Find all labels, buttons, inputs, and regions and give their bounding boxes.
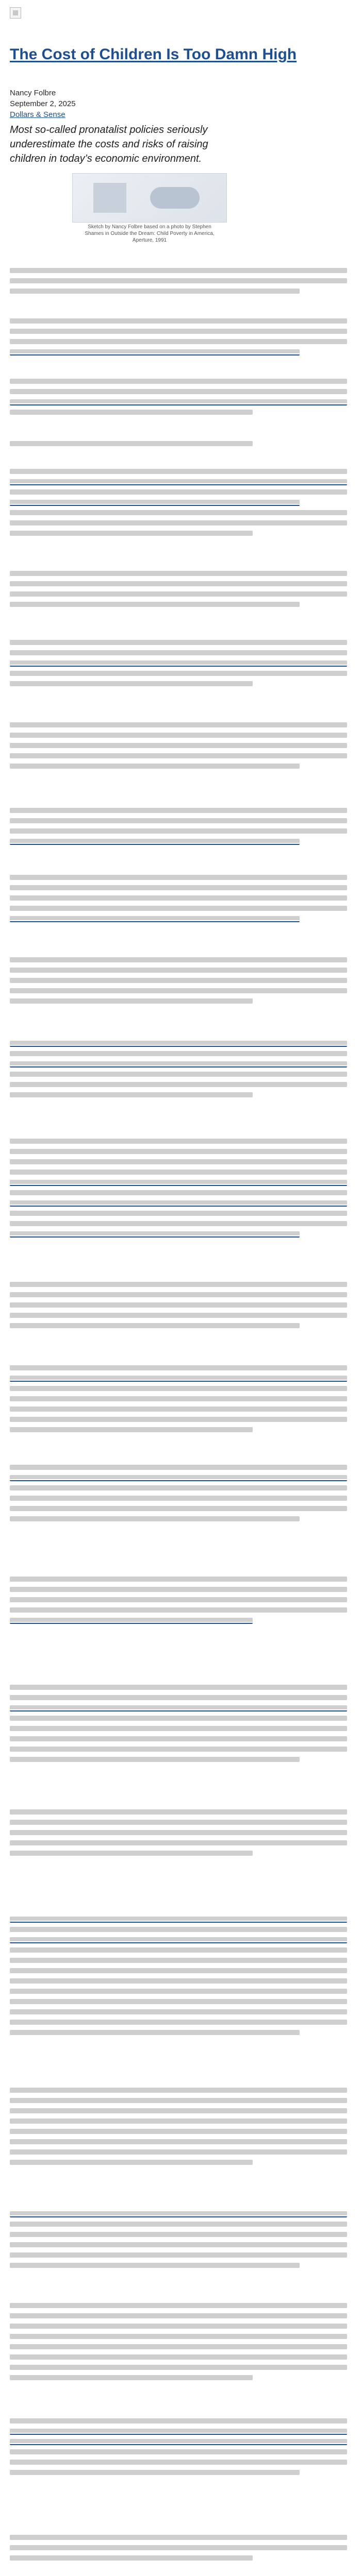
linked-text-line[interactable] xyxy=(10,1618,253,1624)
body-text-line xyxy=(10,1947,347,1953)
linked-text-line[interactable] xyxy=(10,1061,347,1067)
body-text-line xyxy=(10,339,347,344)
linked-text-line[interactable] xyxy=(10,1200,347,1207)
body-text-line xyxy=(10,1211,347,1216)
linked-text-line[interactable] xyxy=(10,2211,347,2217)
body-text-line xyxy=(10,1323,300,1328)
author-name: Nancy Folbre xyxy=(10,89,56,97)
body-text-line xyxy=(10,318,347,324)
article-illustration xyxy=(72,173,227,223)
body-text-line xyxy=(10,733,347,738)
linked-text-line[interactable] xyxy=(10,479,347,485)
linked-text-line[interactable] xyxy=(10,1376,347,1382)
body-text-line xyxy=(10,2313,347,2318)
body-text-line xyxy=(10,1989,347,1994)
body-text-line xyxy=(10,895,347,901)
logo-mark-icon xyxy=(13,10,18,15)
linked-text-line[interactable] xyxy=(10,1041,347,1047)
linked-text-line[interactable] xyxy=(10,500,300,506)
body-text-line xyxy=(10,743,347,748)
article-meta xyxy=(10,88,226,120)
publisher-link[interactable]: Dollars & Sense xyxy=(10,110,65,119)
body-text-line xyxy=(10,1221,347,1226)
body-text-line xyxy=(10,441,253,446)
linked-text-line[interactable] xyxy=(10,916,300,922)
article-paragraph-placeholder xyxy=(10,2303,347,2385)
body-text-line xyxy=(10,531,253,536)
body-text-line xyxy=(10,1840,347,1845)
body-text-line xyxy=(10,1736,347,1741)
body-text-line xyxy=(10,289,300,294)
body-text-line xyxy=(10,520,347,526)
body-text-line xyxy=(10,1716,347,1721)
body-text-line xyxy=(10,2418,347,2424)
body-text-line xyxy=(10,1516,300,1521)
body-text-line xyxy=(10,1427,253,1432)
body-text-line xyxy=(10,1726,347,1731)
body-text-line xyxy=(10,1577,347,1582)
body-text-line xyxy=(10,1695,347,1700)
body-text-line xyxy=(10,818,347,823)
body-text-line xyxy=(10,2232,347,2237)
body-text-line xyxy=(10,1190,347,1195)
body-text-line xyxy=(10,998,253,1004)
body-text-line xyxy=(10,681,253,686)
article-paragraph-placeholder xyxy=(10,571,347,612)
body-text-line xyxy=(10,828,347,834)
body-text-line xyxy=(10,2324,347,2329)
body-text-line xyxy=(10,2108,347,2113)
body-text-line xyxy=(10,722,347,727)
linked-text-line[interactable] xyxy=(10,1475,347,1481)
body-text-line xyxy=(10,2375,253,2380)
body-text-line xyxy=(10,1302,347,1308)
body-text-line xyxy=(10,1958,347,1963)
body-text-line xyxy=(10,1978,347,1984)
body-text-line xyxy=(10,379,347,384)
body-text-line xyxy=(10,2303,347,2308)
body-text-line xyxy=(10,2263,300,2268)
body-text-line xyxy=(10,2009,347,2014)
body-text-line xyxy=(10,1170,347,1175)
body-text-line xyxy=(10,2088,347,2093)
linked-text-line[interactable] xyxy=(10,1937,347,1943)
body-text-line xyxy=(10,2119,347,2124)
body-text-line xyxy=(10,2535,347,2540)
article-paragraph-placeholder xyxy=(10,2211,347,2273)
body-text-line xyxy=(10,1968,347,1973)
linked-text-line[interactable] xyxy=(10,839,300,845)
body-text-line xyxy=(10,1072,347,1077)
body-text-line xyxy=(10,2149,347,2155)
body-text-line xyxy=(10,2545,347,2550)
article-paragraph-placeholder xyxy=(10,268,347,299)
linked-text-line[interactable] xyxy=(10,1917,347,1923)
body-text-line xyxy=(10,1851,253,1856)
body-text-line xyxy=(10,2365,347,2370)
body-text-line xyxy=(10,510,347,515)
body-text-line xyxy=(10,602,300,607)
body-text-line xyxy=(10,885,347,890)
body-text-line xyxy=(10,764,300,769)
body-text-line xyxy=(10,1159,347,1164)
article-paragraph-placeholder xyxy=(10,2418,347,2480)
linked-text-line[interactable] xyxy=(10,1705,347,1711)
body-text-line xyxy=(10,1051,347,1056)
body-text-line xyxy=(10,389,347,394)
linked-text-line[interactable] xyxy=(10,1180,347,1186)
body-text-line xyxy=(10,1820,347,1825)
body-text-line xyxy=(10,581,347,586)
body-text-line xyxy=(10,2252,347,2258)
body-text-line xyxy=(10,2242,347,2247)
illustration-caption: Sketch by Nancy Folbre based on a photo by Stephen Shames in Outside the Dream: Child Poverty in America, Aperture, 1991 xyxy=(85,224,215,243)
article-paragraph-placeholder xyxy=(10,2535,347,2566)
body-text-line xyxy=(10,1082,347,1087)
article-paragraph-placeholder xyxy=(10,318,347,360)
body-text-line xyxy=(10,1587,347,1592)
body-text-line xyxy=(10,1139,347,1144)
body-text-line xyxy=(10,808,347,813)
body-text-line xyxy=(10,410,253,415)
body-text-line xyxy=(10,1417,347,1422)
article-paragraph-placeholder xyxy=(10,1041,347,1103)
body-text-line xyxy=(10,1809,347,1815)
body-text-line xyxy=(10,906,347,911)
body-text-line xyxy=(10,2030,300,2035)
body-text-line xyxy=(10,591,347,597)
article-paragraph-placeholder xyxy=(10,1917,347,2040)
article-dek: Most so-called pronatalist policies seriously underestimate the costs and risks of raising children in today’s economic environment. xyxy=(10,124,208,164)
article-paragraph-placeholder xyxy=(10,441,347,451)
body-text-line xyxy=(10,2334,347,2339)
linked-text-line[interactable] xyxy=(10,2439,347,2445)
body-text-line xyxy=(10,1685,347,1690)
article-paragraph-placeholder xyxy=(10,379,347,420)
body-text-line xyxy=(10,2222,347,2227)
body-text-line xyxy=(10,2160,253,2165)
body-text-line xyxy=(10,2129,347,2134)
article-paragraph-placeholder xyxy=(10,2088,347,2170)
body-text-line xyxy=(10,1149,347,1154)
body-text-line xyxy=(10,2020,347,2025)
body-text-line xyxy=(10,2344,347,2349)
body-text-line xyxy=(10,1365,347,1370)
body-text-line xyxy=(10,489,347,495)
body-text-line xyxy=(10,1999,347,2004)
body-text-line xyxy=(10,978,347,983)
article-paragraph-placeholder xyxy=(10,1465,347,1527)
article-paragraph-placeholder xyxy=(10,1685,347,1767)
body-text-line xyxy=(10,1496,347,1501)
body-text-line xyxy=(10,2555,253,2561)
body-text-line xyxy=(10,571,347,576)
article-paragraph-placeholder xyxy=(10,722,347,774)
body-text-line xyxy=(10,1607,347,1613)
body-text-line xyxy=(10,1747,347,1752)
body-text-line xyxy=(10,1406,347,1412)
body-text-line xyxy=(10,2098,347,2103)
illustration-shape-1 xyxy=(93,183,126,213)
body-text-line xyxy=(10,2354,347,2360)
body-text-line xyxy=(10,2449,347,2454)
body-text-line xyxy=(10,1292,347,1297)
article-paragraph-placeholder xyxy=(10,1577,347,1628)
article-paragraph-placeholder xyxy=(10,875,347,926)
body-text-line xyxy=(10,1386,347,1391)
body-text-line xyxy=(10,268,347,273)
body-text-line xyxy=(10,2139,347,2144)
article-paragraph-placeholder xyxy=(10,808,347,849)
body-text-line xyxy=(10,2460,347,2465)
body-text-line xyxy=(10,640,347,645)
linked-text-line[interactable] xyxy=(10,2429,347,2435)
body-text-line xyxy=(10,329,347,334)
body-text-line xyxy=(10,1465,347,1470)
article-paragraph-placeholder xyxy=(10,640,347,691)
body-text-line xyxy=(10,1092,253,1097)
linked-text-line[interactable] xyxy=(10,1231,300,1238)
article-title[interactable]: The Cost of Children Is Too Damn High xyxy=(10,46,297,63)
body-text-line xyxy=(10,650,347,655)
linked-text-line[interactable] xyxy=(10,660,347,667)
article-paragraph-placeholder xyxy=(10,1809,347,1861)
body-text-line xyxy=(10,957,347,962)
body-text-line xyxy=(10,753,347,758)
body-text-line xyxy=(10,1506,347,1511)
article-paragraph-placeholder xyxy=(10,1282,347,1333)
body-text-line xyxy=(10,1757,300,1762)
illustration-shape-2 xyxy=(150,187,200,209)
body-text-line xyxy=(10,469,347,474)
body-text-line xyxy=(10,278,347,283)
article-paragraph-placeholder xyxy=(10,1139,347,1242)
body-text-line xyxy=(10,1396,347,1401)
article-paragraph-placeholder xyxy=(10,1365,347,1437)
body-text-line xyxy=(10,1927,347,1932)
body-text-line xyxy=(10,2470,300,2475)
linked-text-line[interactable] xyxy=(10,349,300,355)
body-text-line xyxy=(10,1597,347,1602)
article-paragraph-placeholder xyxy=(10,957,347,1009)
body-text-line xyxy=(10,1282,347,1287)
body-text-line xyxy=(10,1313,347,1318)
linked-text-line[interactable] xyxy=(10,399,347,405)
body-text-line xyxy=(10,968,347,973)
body-text-line xyxy=(10,1485,347,1490)
publish-date: September 2, 2025 xyxy=(10,99,76,108)
body-text-line xyxy=(10,875,347,880)
body-text-line xyxy=(10,671,347,676)
body-text-line xyxy=(10,1830,347,1835)
article-paragraph-placeholder xyxy=(10,469,347,541)
body-text-line xyxy=(10,988,347,993)
site-logo xyxy=(10,7,21,19)
